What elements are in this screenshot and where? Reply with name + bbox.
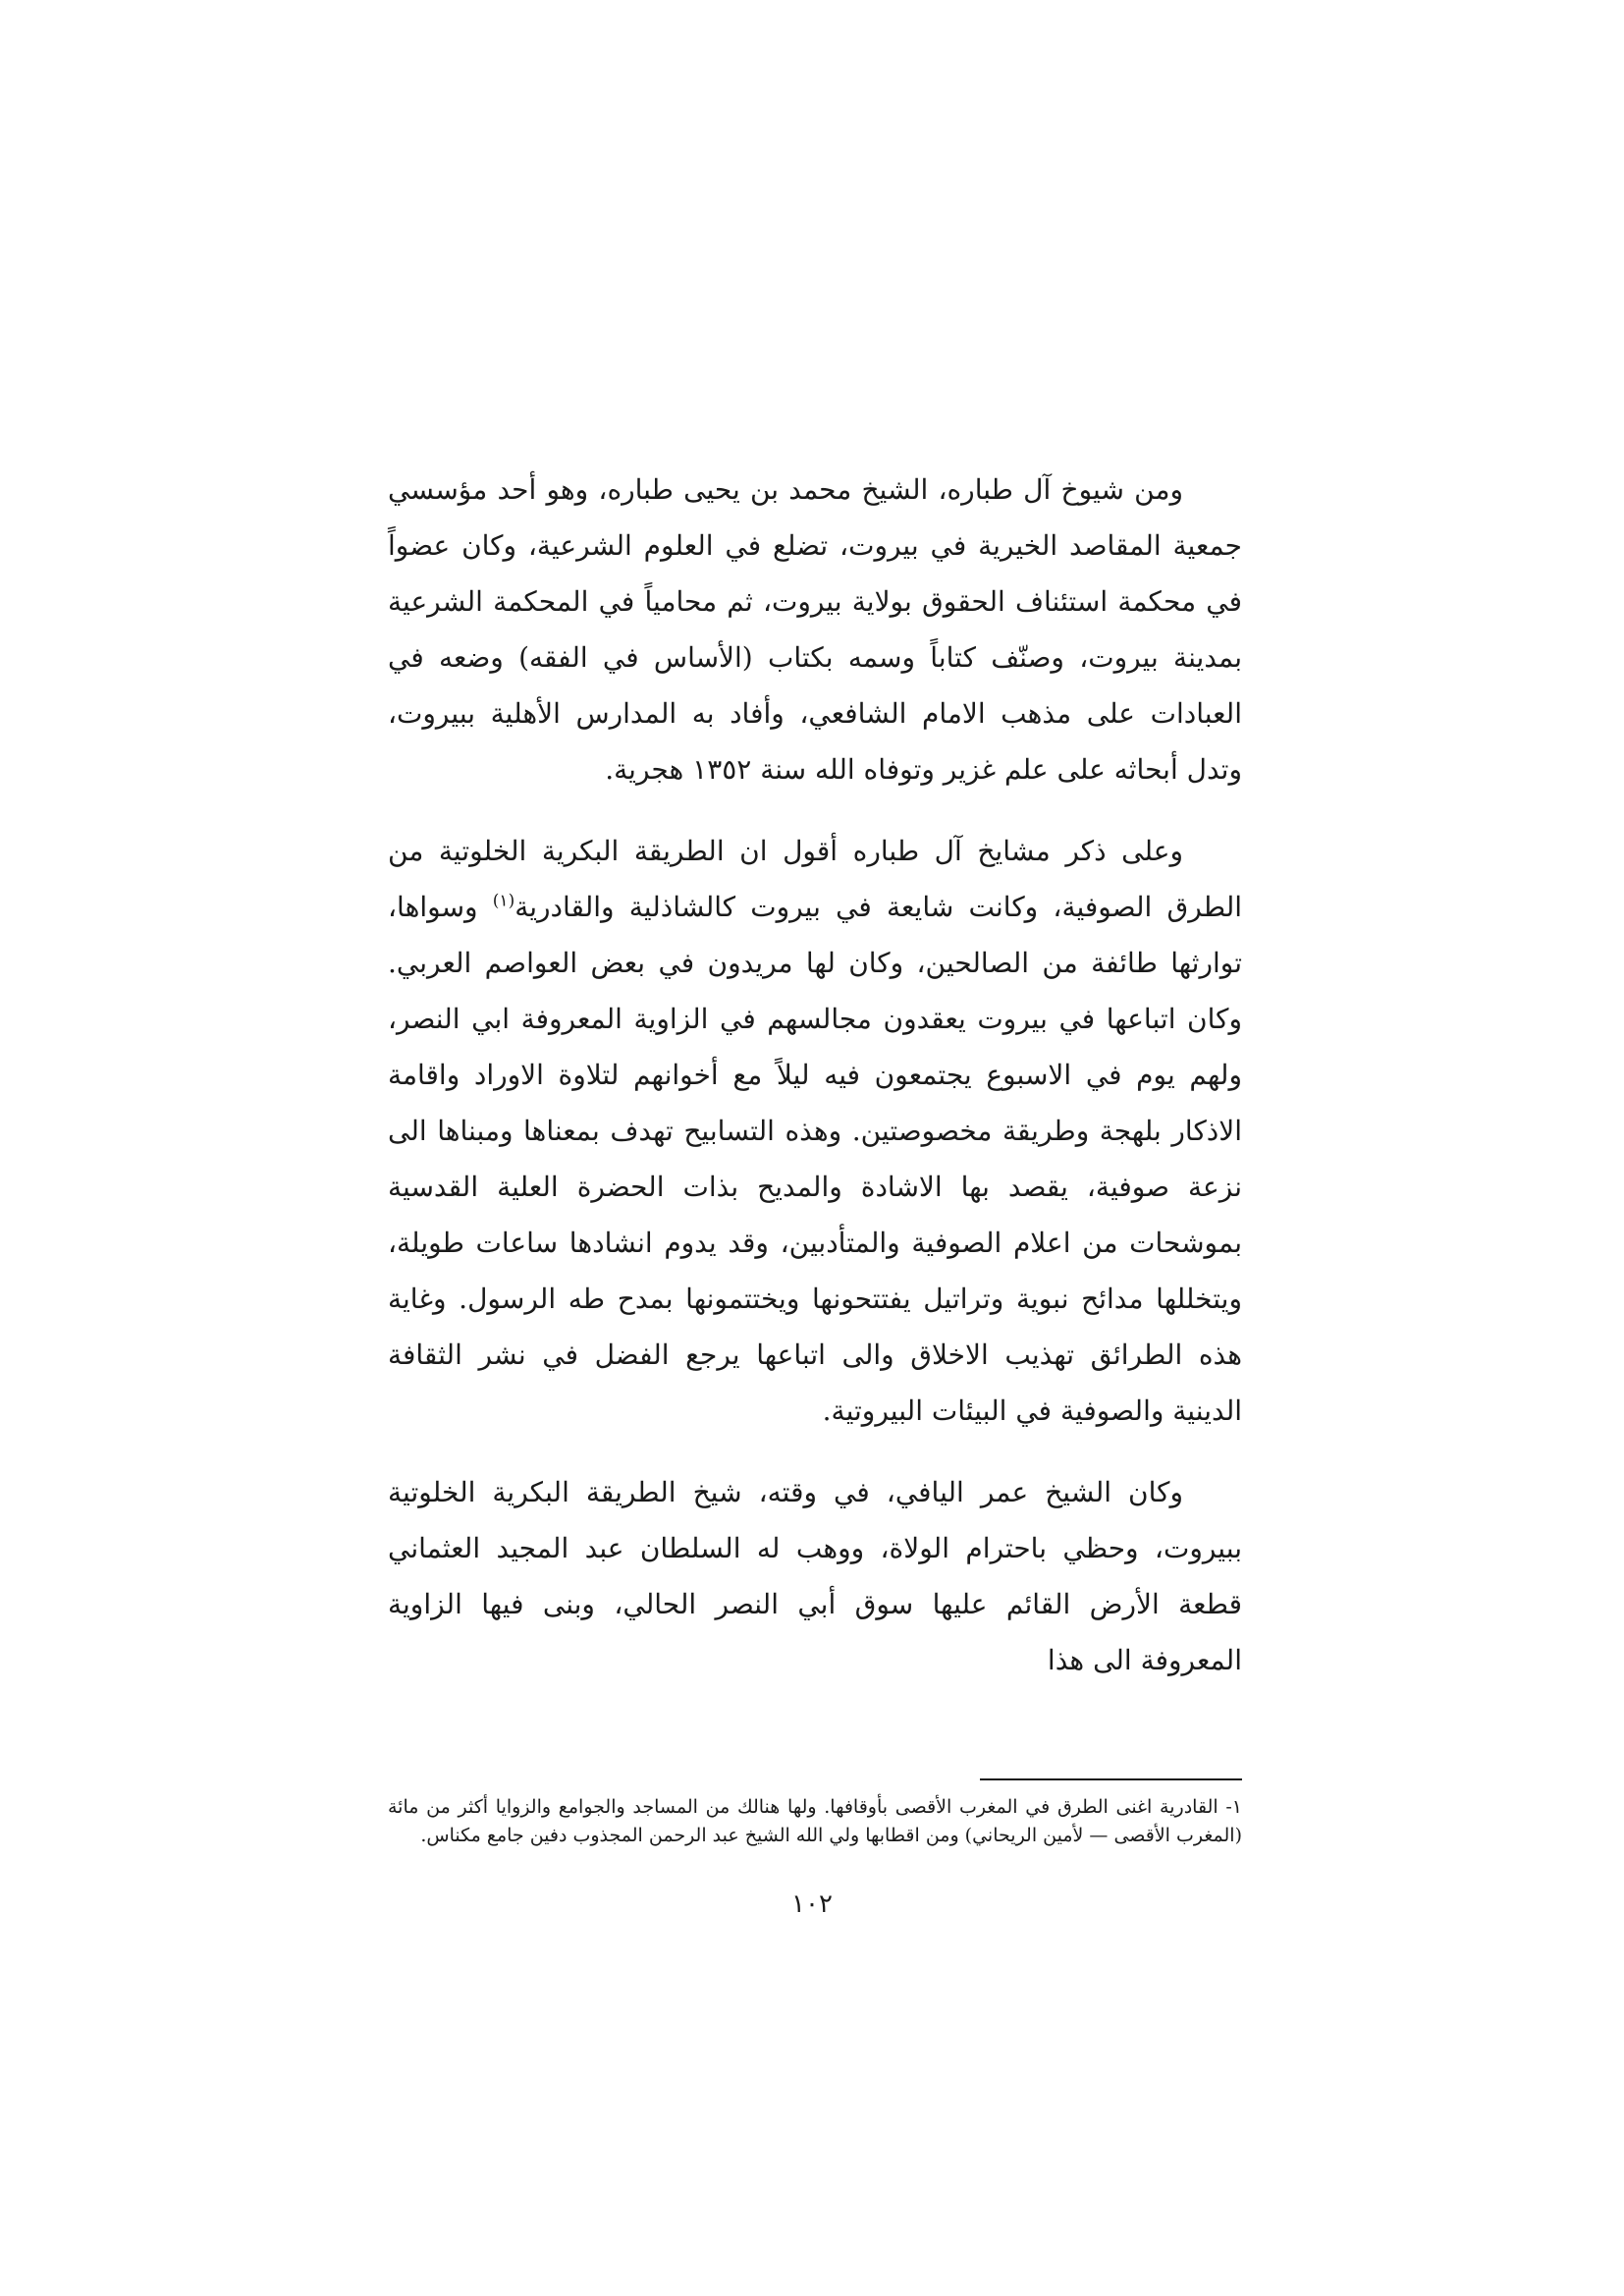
page-number: ١٠٢	[791, 1889, 833, 1919]
paragraph-1: ومن شيوخ آل طباره، الشيخ محمد بن يحيى طباره، وهو أحد مؤسسي جمعية المقاصد الخيرية في بيروت، تضلع في العلوم الشرعية، وكان عضواً في محكمة استئناف الحقوق بولاية بيروت، ثم محامياً في المحكمة الشرعية بمدينة بيروت، وصنّف كتاباً وسمه بكتاب (الأساس في الفقه) وضعه في العبادات على مذهب الامام الشافعي، وأفاد به المدارس الأهلية ببيروت، وتدل أبحاثه على علم غزير وتوفاه الله سنة ١٣٥٢ هجرية.	[388, 473, 1242, 786]
footnotes-section	[388, 1793, 1242, 1850]
footnote-divider	[980, 1778, 1242, 1780]
paragraph-2-part-2: وسواها، توارثها طائفة من الصالحين، وكان لها مريدون في بعض العواصم العربي. وكان اتباعها في بيروت يعقدون مجالسهم في الزاوية المعروفة ابي النصر، ولهم يوم في الاسبوع يجتمعون فيه ليلاً مع أخوانهم لتلاوة الاوراد واقامة الاذكار بلهجة وطريقة مخصوصتين. وهذه التسابيح تهدف بمعناها ومبناها الى نزعة صوفية، يقصد بها الاشادة والمديح بذات الحضرة العلية القدسية بموشحات من اعلام الصوفية والمتأدبين، وقد يدوم انشادها ساعات طويلة، ويتخللها مدائح نبوية وتراتيل يفتتحونها ويختتمونها بمدح طه الرسول. وغاية هذه الطرائق تهذيب الاخلاق والى اتباعها يرجع الفضل في نشر الثقافة الدينية والصوفية في البيئات البيروتية.	[388, 891, 1242, 1427]
footnote-1: ١- القادرية اغنى الطرق في المغرب الأقصى بأوقافها. ولها هنالك من المساجد والجوامع والزوايا أكثر من مائة (المغرب الأقصى — لأمين الريحاني) ومن اقطابها ولي الله الشيخ عبد الرحمن المجذوب دفين جامع مكناس.	[388, 1796, 1242, 1846]
paragraph-3: وكان الشيخ عمر اليافي، في وقته، شيخ الطريقة البكرية الخلوتية ببيروت، وحظي باحترام الولاة، ووهب له السلطان عبد المجيد العثماني قطعة الأرض القائم عليها سوق أبي النصر الحالي، وبنى فيها الزاوية المعروفة الى هذا	[388, 1476, 1242, 1676]
paragraph-2-part-1: وعلى ذكر مشايخ آل طباره أقول ان الطريقة البكرية الخلوتية من الطرق الصوفية، وكانت شايعة في بيروت كالشاذلية والقادرية	[388, 835, 1242, 923]
paragraph-2	[388, 823, 1242, 1439]
footnote-reference-1[interactable]: (١)	[492, 891, 515, 911]
main-text	[388, 462, 1242, 1714]
